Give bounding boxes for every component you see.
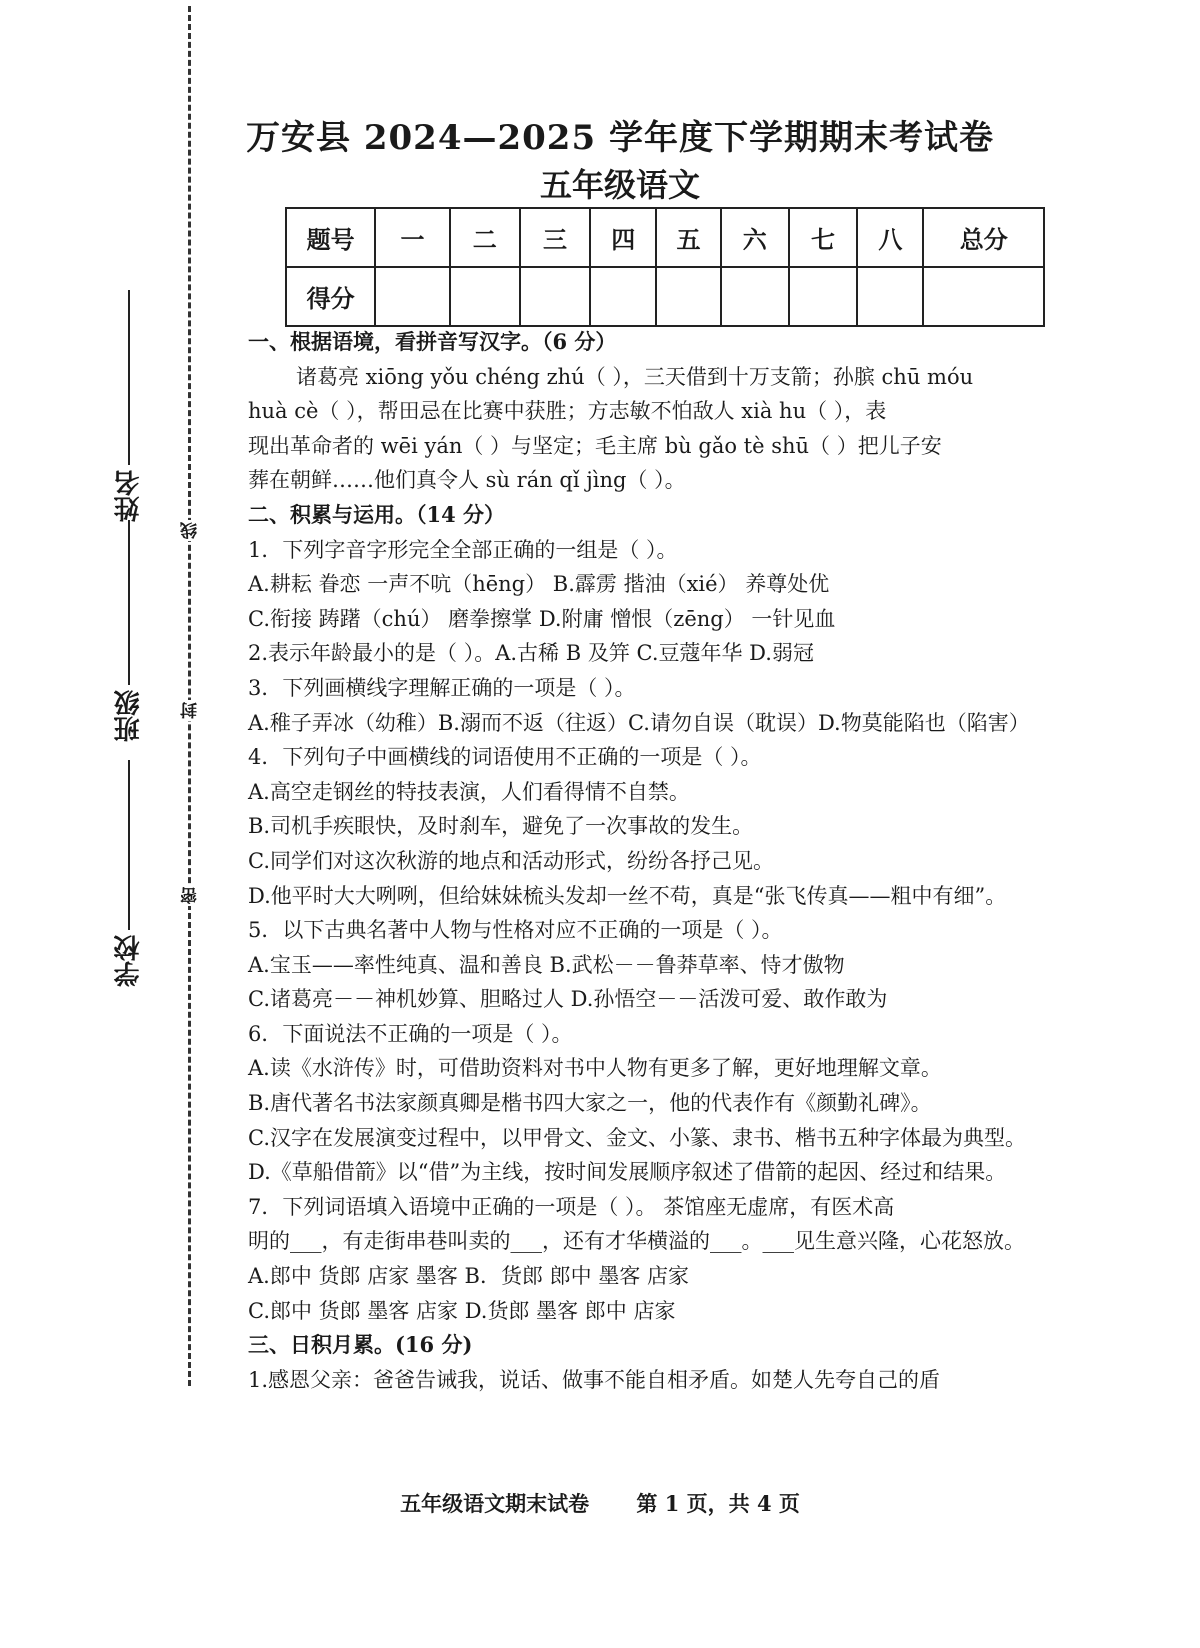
- score-cell: 五: [656, 208, 720, 267]
- score-input-cell: [590, 267, 656, 326]
- score-input-cell: [721, 267, 789, 326]
- section2-line: A.耕耘 眷恋 一声不吭（hēng） B.霹雳 揩油（xié） 养尊处优: [248, 572, 830, 597]
- score-input-cell: [857, 267, 923, 326]
- section3-line: 1.感恩父亲：爸爸告诫我，说话、做事不能自相矛盾。如楚人先夸自己的盾: [248, 1367, 941, 1392]
- section2-line: A.郎中 货郎 店家 墨客 B．货郎 郎中 墨客 店家: [248, 1264, 689, 1289]
- section1-line: huà cè（ ），帮田忌在比赛中获胜；方志敏不怕敌人 xià hu（ ），表: [248, 399, 887, 424]
- section2-line: 3．下列画横线字理解正确的一项是（ ）。: [248, 675, 636, 700]
- name-label: 姓名: [113, 470, 144, 522]
- seal-word-feng: 封: [178, 700, 203, 721]
- section2-line: 5．以下古典名著中人物与性格对应不正确的一项是（ ）。: [248, 918, 783, 943]
- score-cell: 三: [520, 208, 590, 267]
- class-label: 班级: [113, 690, 144, 742]
- section3-heading: 三、日积月累。(16 分): [248, 1332, 473, 1358]
- score-cell: 七: [789, 208, 857, 267]
- school-label: 学校: [113, 935, 144, 987]
- section1-line: 诸葛亮 xiōng yǒu chéng zhú（ ），三天借到十万支箭；孙膑 chū móu: [296, 364, 974, 389]
- section2-line: 1．下列字音字形完全全部正确的一组是（ ）。: [248, 537, 678, 562]
- score-table-header-row: [286, 208, 1044, 267]
- footer-exam-name: 五年级语文期末试卷: [400, 1491, 590, 1516]
- seal-word-xian: 线: [178, 520, 203, 541]
- footer-page-number: 第 1 页，共 4 页: [636, 1491, 800, 1516]
- score-input-cell: [656, 267, 720, 326]
- section2-line: B.唐代著名书法家颜真卿是楷书四大家之一，他的代表作有《颜勤礼碑》。: [248, 1091, 932, 1116]
- score-cell: 八: [857, 208, 923, 267]
- section1-heading: 一、根据语境，看拼音写汉字。（6 分）: [248, 329, 617, 354]
- score-cell: 题号: [286, 208, 375, 267]
- section2-line: 6．下面说法不正确的一项是（ ）。: [248, 1021, 573, 1046]
- score-table: [285, 207, 1045, 327]
- section2-line: C.汉字在发展演变过程中，以甲骨文、金文、小篆、隶书、楷书五种字体最为典型。: [248, 1125, 1026, 1150]
- score-input-cell: [923, 267, 1044, 326]
- score-cell: 总分: [923, 208, 1044, 267]
- section2-line: D.他平时大大咧咧，但给妹妹梳头发却一丝不苟，真是“张飞传真——粗中有细”。: [248, 883, 1007, 908]
- section2-line: 7．下列词语填入语境中正确的一项是（ ）。 茶馆座无虚席，有医术高: [248, 1194, 895, 1219]
- section2-line: A.宝玉——率性纯真、温和善良 B.武松－－鲁莽草率、恃才傲物: [248, 952, 845, 977]
- score-input-cell: [450, 267, 520, 326]
- section1-line: 现出革命者的 wēi yán（ ）与坚定；毛主席 bù gǎo tè shū（ ）把儿子安: [248, 433, 942, 458]
- score-cell: 六: [721, 208, 789, 267]
- section2-line: B.司机手疾眼快，及时刹车，避免了一次事故的发生。: [248, 814, 754, 839]
- section2-line: A.高空走钢丝的特技表演，人们看得情不自禁。: [248, 779, 690, 804]
- binding-dashed-line: [188, 6, 191, 1386]
- exam-content: [248, 325, 1088, 1397]
- name-field: [112, 470, 144, 522]
- section2-line: 2.表示年龄最小的是（ ）。A.古稀 B 及笄 C.豆蔻年华 D.弱冠: [248, 641, 814, 666]
- section2-line: C.郎中 货郎 墨客 店家 D.货郎 墨客 郎中 店家: [248, 1298, 676, 1323]
- score-input-cell: [375, 267, 449, 326]
- name-blank: [128, 290, 130, 465]
- school-blank: [128, 760, 130, 930]
- score-cell: 一: [375, 208, 449, 267]
- exam-title: 万安县 2024—2025 学年度下学期期末考试卷: [246, 118, 994, 158]
- section2-line: 明的___，有走街串巷叫卖的___，还有才华横溢的___。___见生意兴隆，心花怒放。: [248, 1229, 1025, 1254]
- score-cell: 得分: [286, 267, 375, 326]
- section2-heading: 二、积累与运用。（14 分）: [248, 501, 506, 527]
- score-cell: 二: [450, 208, 520, 267]
- score-cell: 四: [590, 208, 656, 267]
- school-field: [112, 935, 144, 987]
- section2-line: 4．下列句子中画横线的词语使用不正确的一项是（ ）。: [248, 745, 762, 770]
- class-field: [112, 690, 144, 742]
- score-input-cell: [520, 267, 590, 326]
- page-footer: [0, 1488, 1200, 1518]
- section2-line: C.衔接 踌躇（chú） 磨拳擦掌 D.附庸 憎恨（zēng） 一针见血: [248, 606, 836, 631]
- seal-word-mi: 密: [178, 885, 203, 906]
- score-input-cell: [789, 267, 857, 326]
- section2-line: C.同学们对这次秋游的地点和活动形式，纷纷各抒己见。: [248, 848, 774, 873]
- section2-line: C.诸葛亮－－神机妙算、胆略过人 D.孙悟空－－活泼可爱、敢作敢为: [248, 987, 888, 1012]
- section1-line: 葬在朝鲜……他们真令人 sù rán qǐ jìng（ ）。: [248, 468, 686, 493]
- section2-line: D.《草船借箭》以“借”为主线，按时间发展顺序叙述了借箭的起因、经过和结果。: [248, 1160, 1007, 1185]
- section2-line: A.读《水浒传》时，可借助资料对书中人物有更多了解，更好地理解文章。: [248, 1056, 942, 1081]
- score-table-score-row: [286, 267, 1044, 326]
- class-blank: [128, 520, 130, 685]
- exam-subject: 五年级语文: [539, 166, 700, 204]
- section2-line: A.稚子弄冰（幼稚）B.溺而不返（往返）C.请勿自误（耽误）D.物莫能陷也（陷害）: [248, 710, 1030, 735]
